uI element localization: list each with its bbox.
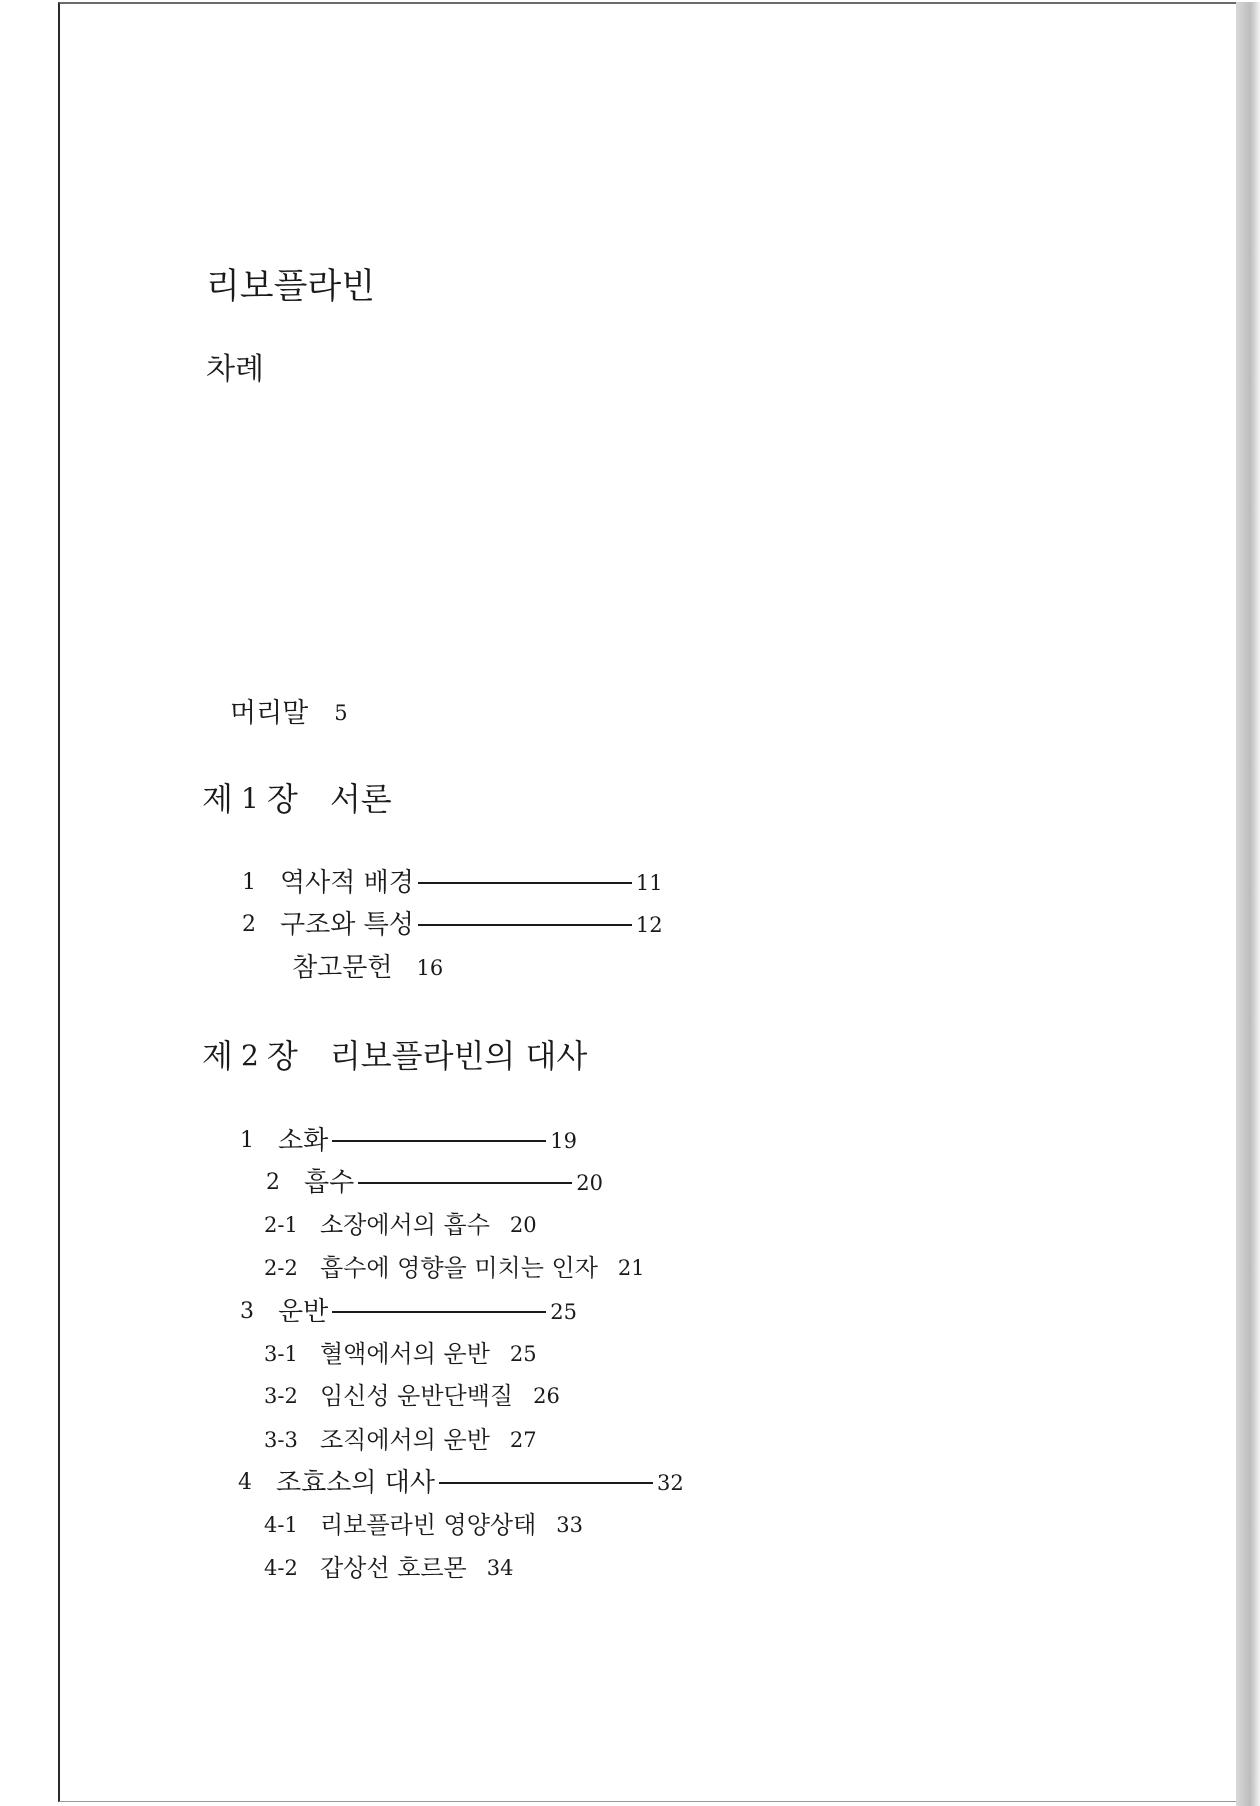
- toc-subentry[interactable]: [264, 1256, 645, 1280]
- toc-entry-page: 33: [556, 1512, 584, 1537]
- toc-entry-title: 조직에서의 운반: [320, 1426, 490, 1454]
- toc-entry-page: 25: [509, 1341, 537, 1366]
- toc-subentry[interactable]: [264, 1513, 583, 1537]
- toc-entry-number: 4-2: [264, 1555, 298, 1580]
- toc-entry-title: 갑상선 호르몬: [320, 1554, 467, 1582]
- toc-entry-number: 1: [240, 1128, 254, 1153]
- toc-entry[interactable]: [242, 870, 663, 896]
- toc-entry-number: 3-2: [264, 1383, 298, 1408]
- toc-entry-page: 12: [635, 912, 663, 937]
- toc-subentry[interactable]: [264, 1342, 537, 1366]
- toc-entry-number: 2: [242, 912, 256, 937]
- toc-entry-title: 리보플라빈 영양상태: [320, 1511, 537, 1539]
- toc-entry-title: 흡수: [304, 1168, 355, 1198]
- toc-entry[interactable]: [240, 1299, 577, 1325]
- toc-entry-number: 1: [242, 870, 256, 895]
- dot-leader: [439, 1482, 653, 1484]
- chapter-number: 2: [241, 1039, 259, 1072]
- toc-entry-title: 소장에서의 흡수: [320, 1211, 490, 1239]
- toc-entry-number: 4-1: [264, 1512, 298, 1537]
- chapter-label-prefix: 제: [202, 1037, 233, 1075]
- toc-entry[interactable]: [238, 1470, 684, 1496]
- toc-entry[interactable]: [242, 912, 663, 938]
- toc-subentry[interactable]: [264, 1213, 537, 1237]
- dot-leader: [418, 924, 632, 926]
- toc-heading: 차례: [206, 352, 264, 387]
- toc-entry-number: 2-1: [264, 1212, 298, 1237]
- book-title: 리보플라빈: [206, 267, 376, 307]
- chapter-label-suffix: 장: [266, 1037, 298, 1075]
- toc-entry-number: 3-1: [264, 1341, 298, 1366]
- chapter-heading-2: [202, 1037, 588, 1075]
- toc-entry-page: 16: [416, 955, 444, 980]
- toc-entry-title: 구조와 특성: [280, 910, 414, 940]
- toc-entry-page: 11: [635, 870, 663, 895]
- toc-subentry[interactable]: [264, 1428, 537, 1452]
- toc-entry-title: 참고문헌: [292, 953, 393, 983]
- chapter-label-prefix: 제: [202, 780, 233, 818]
- toc-entry-title: 소화: [278, 1126, 329, 1156]
- toc-entry-number: 2: [266, 1170, 280, 1195]
- toc-entry-page: 32: [656, 1470, 684, 1495]
- chapter-number: 1: [241, 782, 259, 815]
- toc-entry-preface[interactable]: [230, 700, 348, 727]
- toc-entry-number: 4: [238, 1470, 252, 1495]
- toc-entry-number: 2-2: [264, 1255, 298, 1280]
- toc-entry-title: 조효소의 대사: [276, 1468, 435, 1498]
- toc-entry-page: 20: [509, 1212, 537, 1237]
- dot-leader: [332, 1311, 546, 1313]
- chapter-title: 리보플라빈의 대사: [329, 1037, 588, 1075]
- toc-entry-page: 27: [509, 1427, 537, 1452]
- toc-entry-page: 26: [533, 1383, 560, 1408]
- toc-entry[interactable]: [266, 1170, 603, 1196]
- toc-subentry[interactable]: [264, 1556, 513, 1580]
- toc-entry-page: 20: [576, 1170, 603, 1195]
- toc-entry-title: 임신성 운반단백질: [320, 1382, 514, 1410]
- dot-leader: [332, 1140, 546, 1142]
- toc-entry-page: 34: [486, 1555, 514, 1580]
- toc-entry-title: 역사적 배경: [280, 868, 414, 898]
- toc-entry-page: 21: [617, 1255, 645, 1280]
- chapter-label-suffix: 장: [266, 780, 298, 818]
- dot-leader: [418, 882, 632, 884]
- toc-entry-number: 3: [240, 1299, 254, 1324]
- page-edge-shadow: [1236, 2, 1260, 1806]
- toc-entry-number: 3-3: [264, 1427, 298, 1452]
- toc-subentry[interactable]: [264, 1384, 560, 1408]
- toc-entry-references[interactable]: [292, 955, 443, 981]
- toc-entry-title: 운반: [278, 1297, 329, 1327]
- toc-entry[interactable]: [240, 1128, 577, 1154]
- chapter-heading-1: [202, 780, 392, 818]
- toc-entry-page: 5: [334, 701, 348, 725]
- toc-entry-page: 25: [550, 1299, 577, 1324]
- toc-entry-title: 흡수에 영향을 미치는 인자: [320, 1254, 598, 1282]
- toc-entry-title: 혈액에서의 운반: [320, 1340, 490, 1368]
- dot-leader: [358, 1182, 572, 1184]
- toc-entry-page: 19: [550, 1128, 577, 1153]
- chapter-title: 서론: [329, 780, 392, 818]
- toc-entry-title: 머리말: [230, 698, 309, 729]
